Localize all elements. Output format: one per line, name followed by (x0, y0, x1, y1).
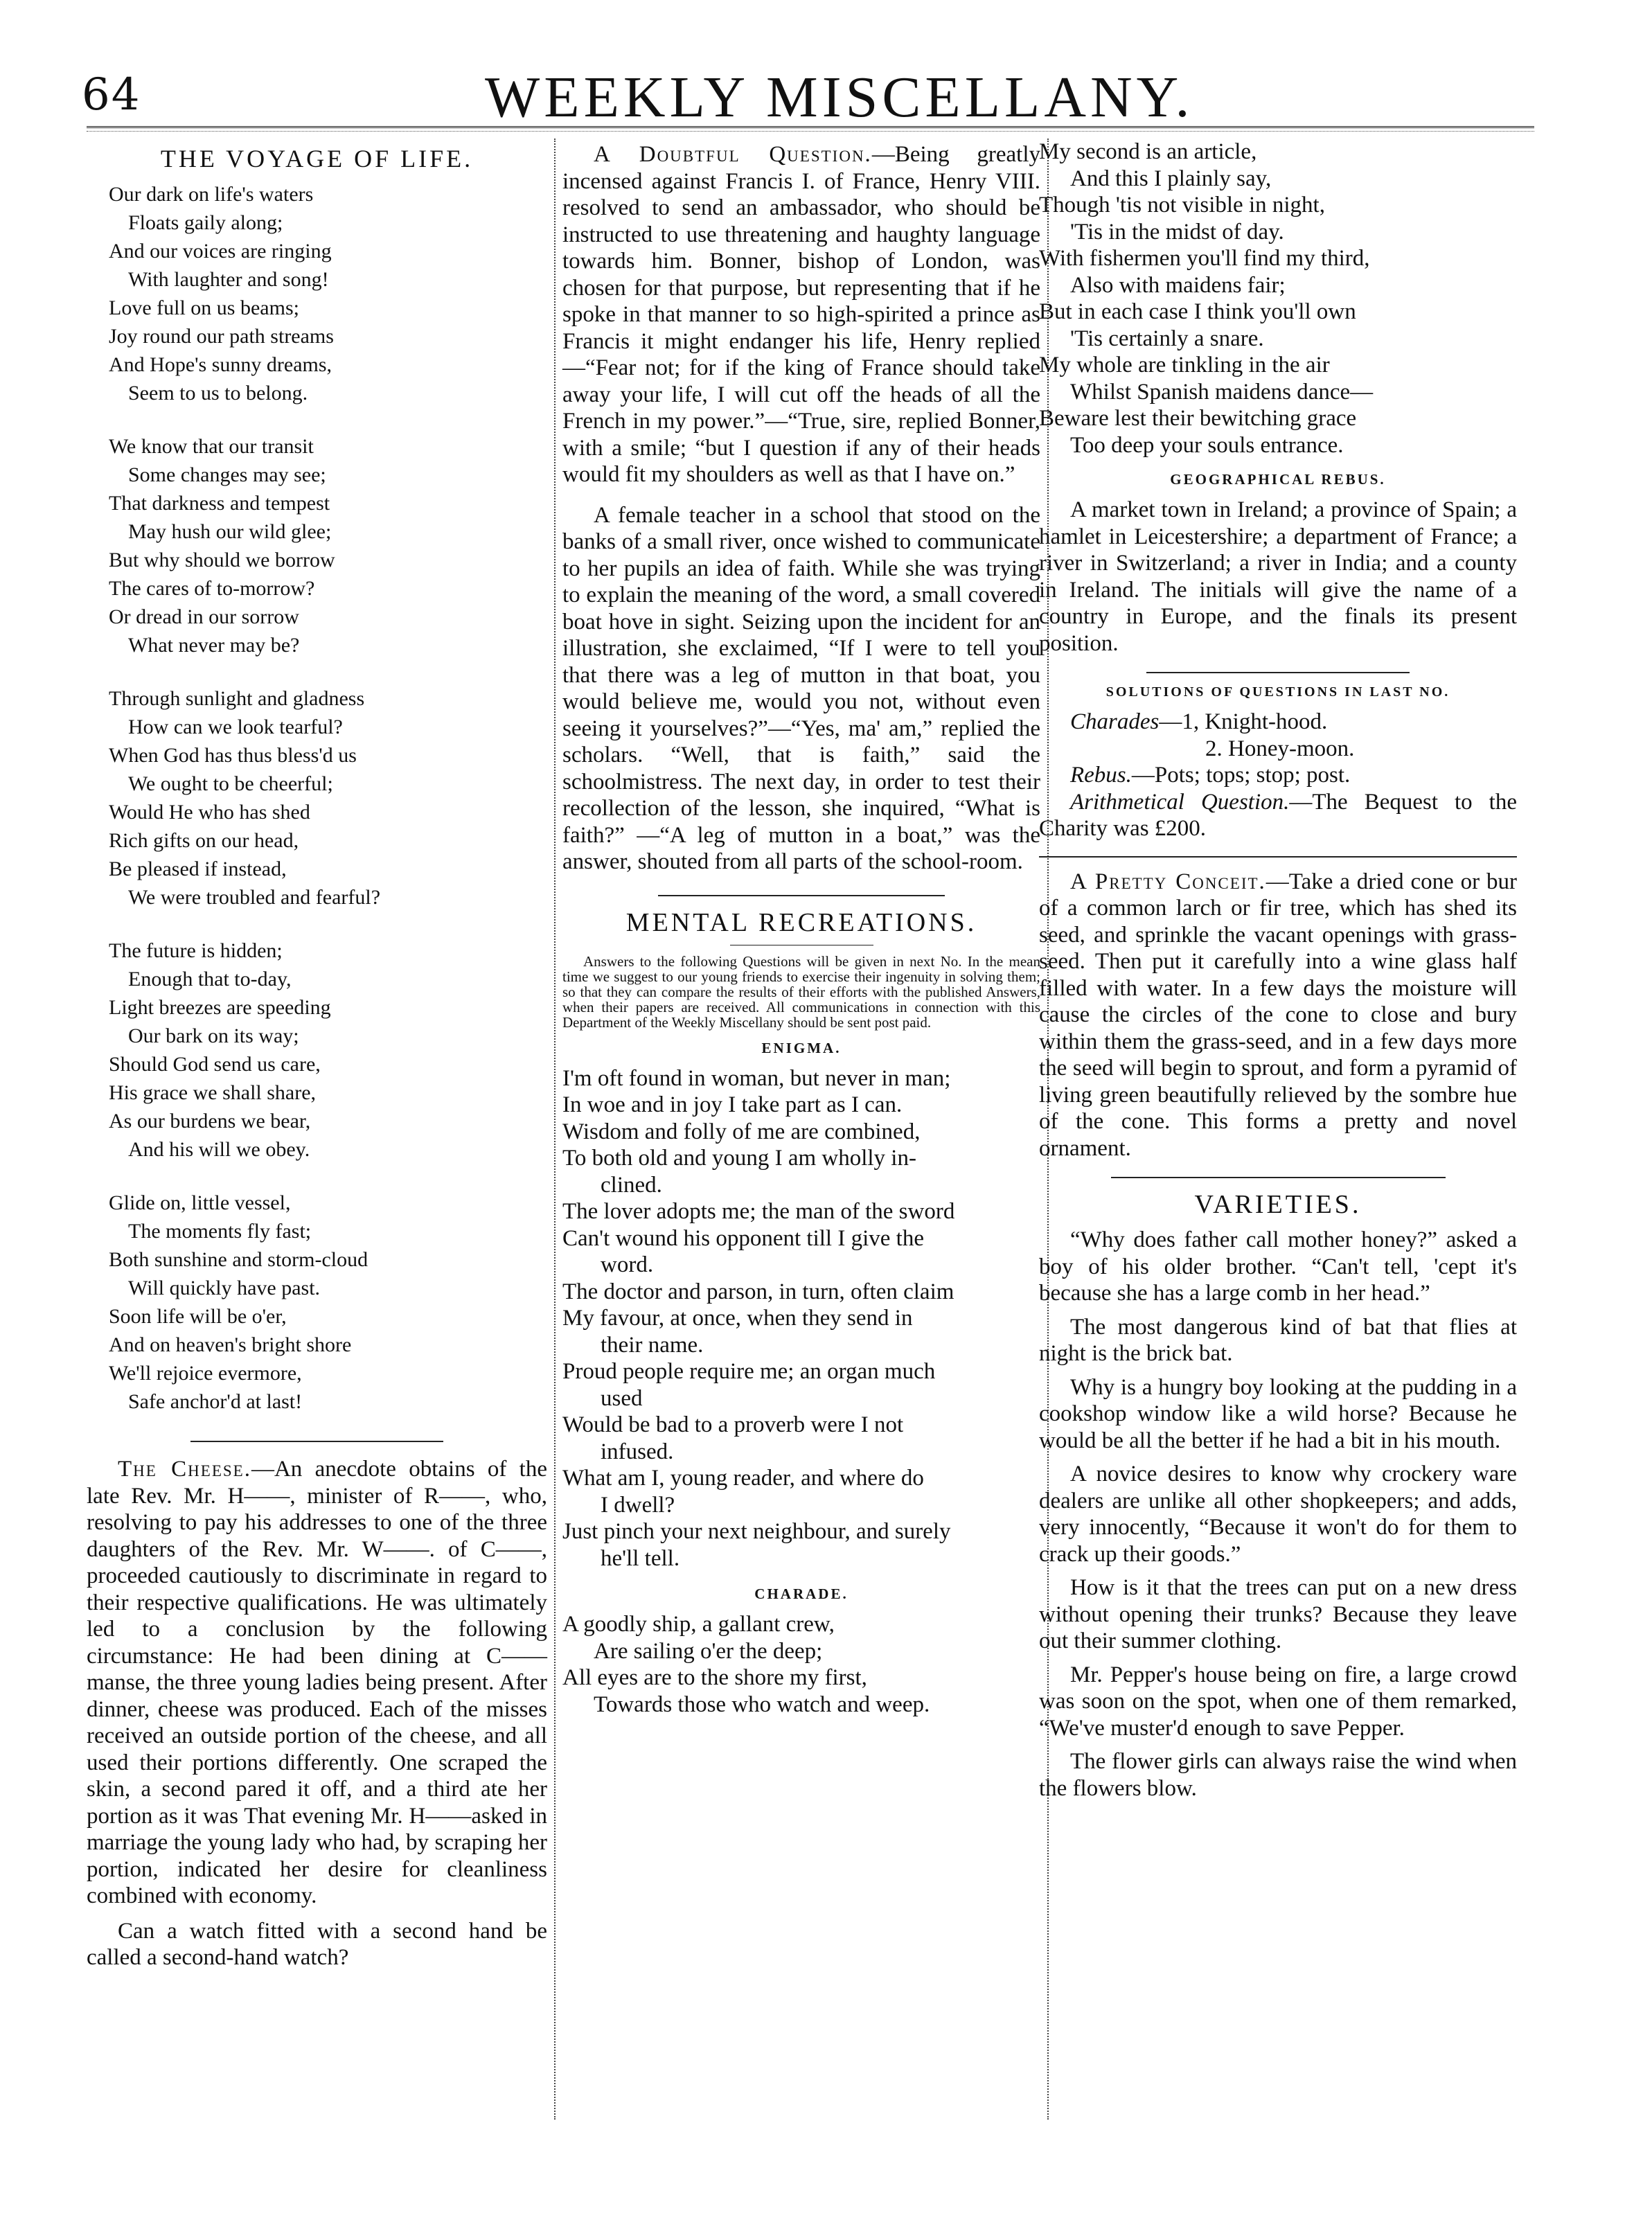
enigma-line: The doctor and parson, in turn, often claim (562, 1279, 954, 1304)
poem-line: With laughter and song! (128, 268, 329, 291)
poem-line: Through sunlight and gladness (109, 687, 365, 710)
poem-line: We'll rejoice evermore, (109, 1362, 302, 1385)
rebus-text: A market town in Ireland; a province of Spain; a hamlet in Leicestershire; a department of France; a river in Switzerland; a river in India; and a county in Ireland. The initials will give the name of a country in Europe, and the finals its present position. (1039, 497, 1517, 656)
mental-recreations-note: Answers to the following Questions will be given in next No. In the mean time we suggest to our young friends to exercise their ingenuity in solving them; so that they can compare the results of their efforts with the published Answers, when their papers are received. All communications in connection with this Department of the Weekly Miscellany should be sent post paid. (562, 952, 1040, 1031)
enigma-line-continuation: I dwell? (601, 1492, 675, 1518)
enigma-line-continuation: infused. (601, 1439, 674, 1464)
poem-line: Would He who has shed (109, 801, 310, 824)
poem-line: How can we look tearful? (128, 716, 343, 738)
enigma-line-continuation: used (601, 1385, 643, 1411)
column-3 (1039, 139, 1517, 1802)
solutions-title: SOLUTIONS OF QUESTIONS IN LAST NO. (1105, 684, 1450, 700)
section-rule (1111, 1177, 1446, 1178)
column-divider-1 (554, 139, 556, 2120)
poem-line: What never may be? (128, 634, 300, 657)
poem-line: Our dark on life's waters (109, 183, 314, 206)
rebus-title: GEOGRAPHICAL REBUS. (1170, 471, 1386, 488)
enigma-line: Just pinch your next neighbour, and surely (562, 1519, 951, 1544)
enigma-line: Would be bad to a proverb were I not (562, 1412, 904, 1437)
charade-line: 'Tis certainly a snare. (1070, 326, 1264, 351)
poem-line: Safe anchor'd at last! (128, 1390, 303, 1413)
charade-line: Are sailing o'er the deep; (594, 1638, 823, 1664)
enigma-verse (562, 1065, 1040, 1572)
poem-line: Joy round our path streams (109, 325, 334, 348)
charade-line: 'Tis in the midst of day. (1070, 219, 1284, 245)
poem-stanza (87, 1189, 547, 1416)
poem-line: May hush our wild glee; (128, 520, 332, 543)
watch-question: Can a watch fitted with a second hand be called a second-hand watch? (87, 1918, 547, 1970)
poem-stanza (87, 180, 547, 407)
variety-item: Mr. Pepper's house being on fire, a large crowd was soon on the spot, when one of them remarked, “We've muster'd enough to save Pepper. (1039, 1662, 1517, 1741)
doubtful-question-text: —Being greatly incensed against Francis I. of France, Henry VIII. resolved to send an ambassador, who should be instructed to use threatening and haughty language towards him. Bonner, bishop of London, was chosen for that purpose, but representing that if he spoke in that manner to so high-spirited a prince as Francis it might endanger his life, Henry replied—“Fear not; for if the king of France should take away your life, I will cut off the heads of all the French in my power.”—“True, sire, replied Bonner, with a smile; “but I question if any of their heads would fit my shoulders as well as that I have on.” (562, 142, 1040, 487)
enigma-line: To both old and young I am wholly in- (562, 1146, 916, 1171)
variety-item: Why is a hungry boy looking at the pudding in a cookshop window like a wild horse? Because he would be all the better if he had a bit in his mouth. (1039, 1374, 1517, 1453)
varieties-title: VARIETIES. (1194, 1190, 1362, 1219)
variety-item: How is it that the trees can put on a new dress without opening their trunks? Because they leave out their summer clothing. (1039, 1575, 1517, 1653)
poem-line: And our voices are ringing (109, 240, 332, 263)
poem-line: Rich gifts on our head, (109, 829, 299, 852)
enigma-line: Can't wound his opponent till I give the (562, 1225, 924, 1251)
poem-line: That darkness and tempest (109, 492, 330, 515)
solution-charades-label: Charades (1070, 709, 1160, 734)
column-1 (87, 139, 547, 1971)
charade-line: A goodly ship, a gallant crew, (562, 1612, 835, 1637)
charade-line: All eyes are to the shore my first, (562, 1665, 867, 1690)
poem-voyage-of-life (87, 180, 547, 1416)
poem-line: We were troubled and fearful? (128, 886, 381, 909)
poem-line: And on heaven's bright shore (109, 1333, 352, 1356)
enigma-line: Proud people require me; an organ much (562, 1359, 936, 1384)
poem-line: As our burdens we bear, (109, 1110, 311, 1133)
poem-line: But why should we borrow (109, 549, 335, 571)
poem-line: His grace we shall share, (109, 1081, 317, 1104)
poem-line: Love full on us beams; (109, 296, 299, 319)
poem-line: Glide on, little vessel, (109, 1191, 291, 1214)
charade-line: And this I plainly say, (1070, 166, 1272, 191)
pretty-conceit-text: —Take a dried cone or bur of a common larch or fir tree, which has shed its seed, and sprinkle the vacant openings with grass-seed. Then put it carefully into a wine glass half filled with water. In a few days the moisture will cause the circles of the cone to close and bury within them the grass-seed, and in a few days more the seed will begin to sprout, and form a pyramid of living green beautifully relieved by the sombre hue of the cone. This forms a pretty and novel ornament. (1039, 869, 1517, 1161)
section-rule (1039, 856, 1517, 858)
variety-item: The flower girls can always raise the wind when the flowers blow. (1039, 1749, 1517, 1801)
enigma-line-continuation: word. (601, 1252, 654, 1277)
poem-line: The future is hidden; (109, 939, 283, 962)
poem-line: Some changes may see; (128, 463, 326, 486)
solution-arithmetical: Arithmetical Question.—The Bequest to the Charity was £200. (1039, 789, 1517, 841)
enigma-line-continuation: he'll tell. (601, 1545, 680, 1571)
doubtful-question-lead: A Doubtful Question. (594, 142, 872, 167)
variety-item: “Why does father call mother honey?” asked a boy of his older brother. “Can't tell, 'cept it's because she has a large comb in her head.” (1039, 1227, 1517, 1306)
column-2 (562, 139, 1040, 1718)
mental-recreations-title: MENTAL RECREATIONS. (625, 907, 977, 937)
doubtful-question (562, 141, 1040, 488)
enigma-line: What am I, young reader, and where do (562, 1466, 924, 1491)
poem-line: Should God send us care, (109, 1053, 321, 1076)
charade-line: Too deep your souls entrance. (1070, 432, 1344, 458)
pretty-conceit-lead: A Pretty Conceit. (1070, 869, 1266, 894)
poem-line: Both sunshine and storm-cloud (109, 1248, 368, 1271)
poem-line: Will quickly have past. (128, 1277, 321, 1299)
header-rule (87, 126, 1534, 132)
variety-item: A novice desires to know why crockery ware dealers are unlike all other shopkeepers; and adds, very innocently, “Because it won't do for them to crack up their goods.” (1039, 1462, 1517, 1567)
solution-charades: Charades—1, Knight-hood. (1070, 709, 1328, 734)
poem-title: THE VOYAGE OF LIFE. (160, 145, 474, 172)
charade-line: My whole are tinkling in the air (1039, 353, 1330, 378)
enigma-line: Wisdom and folly of me are combined, (562, 1119, 921, 1144)
solutions-block (1039, 709, 1517, 842)
section-rule (658, 895, 945, 896)
pretty-conceit (1039, 869, 1517, 1162)
charade-line: Whilst Spanish maidens dance— (1070, 379, 1374, 405)
cheese-anecdote (87, 1456, 547, 1910)
charade-line: With fishermen you'll find my third, (1039, 246, 1370, 271)
charade-line: Though 'tis not visible in night, (1039, 193, 1325, 217)
page-number: 64 (82, 69, 141, 121)
enigma-line-continuation: clined. (601, 1172, 662, 1198)
poem-stanza (87, 684, 547, 912)
section-rule (190, 1441, 444, 1442)
charade-line: Also with maidens fair; (1070, 272, 1286, 298)
enigma-line: My favour, at once, when they send in (562, 1306, 913, 1331)
poem-line: Seem to us to belong. (128, 382, 308, 405)
enigma-line: In woe and in joy I take part as I can. (562, 1092, 903, 1117)
poem-line: We ought to be cheerful; (128, 772, 333, 795)
solution-arith-label: Arithmetical Question. (1070, 789, 1290, 815)
poem-line: Soon life will be o'er, (109, 1305, 287, 1328)
teacher-anecdote: A female teacher in a school that stood on the banks of a small river, once wished to communicate to her pupils an idea of faith. While she was trying to explain the meaning of the word, a small covered boat hove in sight. Seizing upon the incident for an illustration, she exclaimed, “If I were to tell you that there was a leg of mutton in that boat, you would believe me, would you not, without even seeing it yourselves?”—“Yes, ma' am,” replied the scholars. “Well, that is faith,” said the schoolmistress. The next day, in order to test their recollection of the lesson, she inquired, “What is faith?” —“A leg of mutton in a boat,” was the answer, shouted from all parts of the school-room. (562, 502, 1040, 874)
poem-line: Or dread in our sorrow (109, 605, 299, 628)
charade-line: But in each case I think you'll own (1039, 299, 1356, 324)
poem-line: Enough that to-day, (128, 968, 292, 991)
section-rule (1146, 672, 1410, 673)
charade-title: CHARADE. (754, 1586, 849, 1602)
poem-stanza (87, 432, 547, 659)
poem-stanza (87, 936, 547, 1164)
enigma-line: The lover adopts me; the man of the sword (562, 1199, 955, 1224)
charade-line: Towards those who watch and weep. (594, 1691, 930, 1717)
masthead-title: WEEKLY MISCELLANY. (485, 65, 1194, 130)
poem-line: Floats gaily along; (128, 211, 283, 234)
solution-charade-2: 2. Honey-moon. (1205, 736, 1355, 761)
poem-line: And Hope's sunny dreams, (109, 353, 332, 376)
enigma-line: I'm oft found in woman, but never in man; (562, 1065, 951, 1091)
solution-rebus: Rebus.—Pots; tops; stop; post. (1070, 763, 1351, 788)
charade-verse (562, 1611, 1040, 1718)
charade-line: My second is an article, (1039, 139, 1257, 164)
poem-line: The moments fly fast; (128, 1220, 312, 1243)
poem-line: And his will we obey. (128, 1138, 310, 1161)
poem-line: Our bark on its way; (128, 1024, 299, 1047)
poem-line: Be pleased if instead, (109, 858, 287, 880)
cheese-text: —An anecdote obtains of the late Rev. Mr. H——, minister of R——, who, resolving to pay his addresses to one of the three daughters of the Rev. Mr. W——. of C——, proceeded cautiously to discriminate in regard to their respective qualifications. He was ultimately led to a conclusion by the following circumstance: He had been dining at C—— manse, the three young ladies being present. After dinner, cheese was produced. Each of the misses received an outside portion of the cheese, and all used their portions differently. One scraped the skin, a second pared it off, and a third ate her portion as it was That evening Mr. H——asked in marriage the young lady who had, by scraping her portion, indicated her desire for cleanliness combined with economy. (87, 1457, 547, 1908)
poem-line: The cares of to-morrow? (109, 577, 315, 600)
variety-item: The most dangerous kind of bat that flies at night is the brick bat. (1039, 1314, 1517, 1366)
poem-line: When God has thus bless'd us (109, 744, 357, 767)
poem-line: We know that our transit (109, 435, 314, 458)
poem-line: Light breezes are speeding (109, 996, 331, 1019)
charade-verse-continued (1039, 139, 1517, 459)
varieties-list (1039, 1227, 1517, 1802)
solution-rebus-label: Rebus. (1070, 763, 1132, 788)
cheese-lead: The Cheese. (118, 1457, 251, 1482)
charade-line: Beware lest their bewitching grace (1039, 406, 1357, 431)
enigma-line-continuation: their name. (601, 1332, 704, 1358)
enigma-title: ENIGMA. (761, 1039, 842, 1056)
